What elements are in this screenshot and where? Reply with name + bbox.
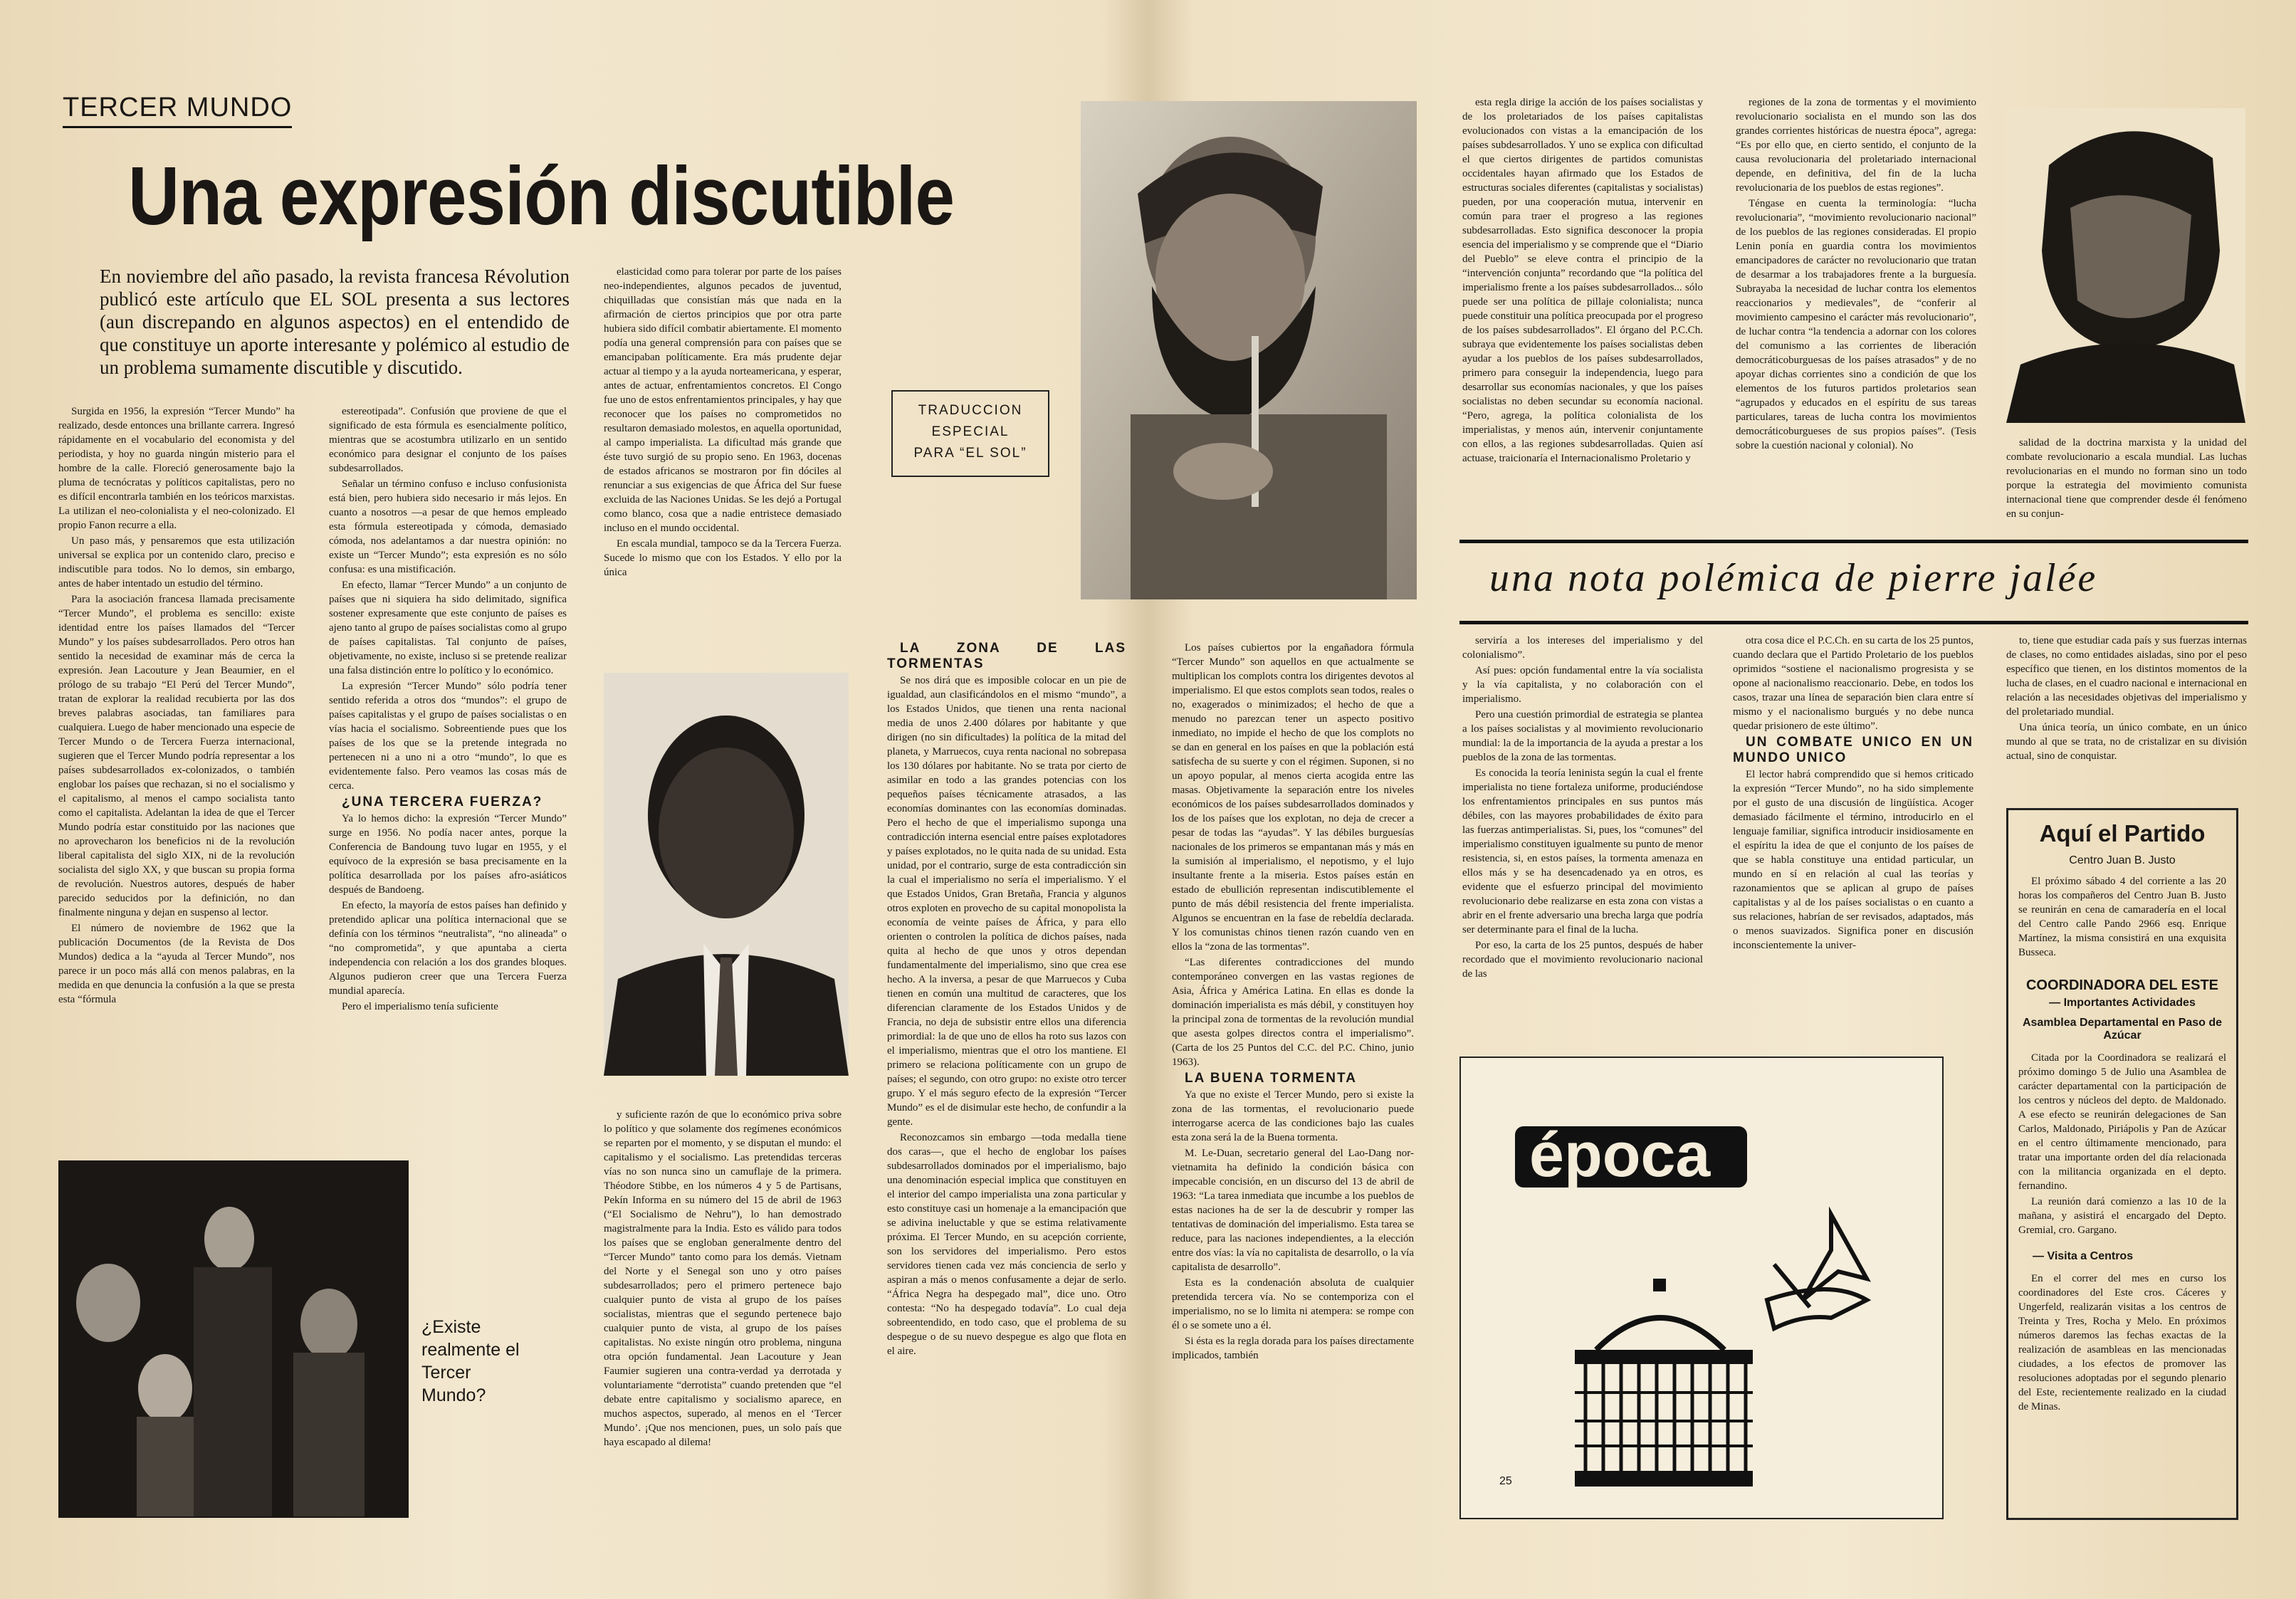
article-column-5 xyxy=(1172,641,1414,1531)
col2-p: En efecto, la mayoría de estos países han definido y pretendido aplicar una política internacional que se definía con los términos “neutralista”, “no alineada” o “no comprometida”, y que apuntaba a cierta independencia con relación a los dos grandes bloques. Algunos pudieron creer que una Tercera Fuerza mundial aparecía. xyxy=(329,900,567,997)
section-kicker: TERCER MUNDO xyxy=(63,93,292,128)
rule-bottom xyxy=(1459,621,2248,624)
photo-portrait-man xyxy=(604,673,849,1076)
col2-p: Señalar un término confuso e incluso confusionista está bien, pero hubiera sido necesario ir más lejos. En cuanto a nosotros —a pesar de que hemos empleado esta fórmula estereotipada y cómoda, demasiado cómoda, nos adelantamos a dar nuestra opinión: no existe un “Tercer Mundo”; esta expresión es no sólo confusa: es una mistificación. xyxy=(329,478,567,575)
intro-paragraph: En noviembre del año pasado, la revista francesa Révolution publicó este artículo que EL SOL presenta a sus lectores (aun discrepando en algunos aspectos) en el entendido de que constituye un aporte interesante y polémico al estudio de un problema sumamente discutible y discutido. xyxy=(100,266,570,378)
col8-p: to, tiene que estudiar cada país y sus fuerzas internas de clases, no como entidades aisladas, sino por el peso específico que tienen, en los distintos momentos de la lucha de clases, en el cuadro nacional e internacional en relación a las necesidades objetivas del imperialismo y del proletariado mundial. xyxy=(2006,635,2247,718)
col5-p: Los países cubiertos por la engañadora fórmula “Tercer Mundo” son aquellos en que actualmente se multiplican los complots contra los dirigentes devotos al imperialismo. El que estos complots sean todos, reales o no, exagerados o minimizados; el hecho de que a menudo no parezcan tener un aspecto positivo inmediato, no impide el hecho de que los complots no se dan en general en los países en que la población está satisfecha de su suerte y con el régimen. Suponen, si no un apoyo popular, al menos cierta acogida entre las masas. Objetivamente la separación entre los niveles económicos de los países subdesarrollados dominados y los de los países que los explotan, no deja de crecer a pesar de todas las “ayudas”. Y las débiles burguesías nacionales de los primeros se empantanan más y más en la sumisión al imperialismo, el nepotismo, y el lujo insultante frente a la miseria. Estos países están en estado de ebullición representan indiscutiblemente el punto de más débil resistencia del frente imperialista. Algunos se encuentran en la fase de rebeldía declarada. Y los comunistas chinos tienen razón cuando ven en ellos la “zona de las tormentas”. xyxy=(1172,642,1414,953)
group-photo-illustration xyxy=(58,1160,409,1518)
col1-p: Para la asociación francesa llamada precisamente “Tercer Mundo”, el problema es sencillo: existe identidad entre los países llamados del “Tercer Mundo” y los países subdesarrollados. Pero otros han sentido la necesidad de examinar más de cerca la expresión. Jean Lacouture y Jean Beaumier, en el prólogo de su trabajo “El Perú del Tercer Mundo”, tratan de explorar la realidad recubierta por las dos breves palabras asociadas, tan familiares para cualquiera. Luego de haber mencionado una especie de Tercer Mundo o de Tercera Fuerza internacional, sugieren que el Tercer Mundo podría representar a los países subdesarrollados ex-colonizados, o también englobar los países que rechazan, si no el socialismo y el capitalismo, al menos el campo socialista tanto como el capitalista. Adelantan la idea de que el Tercer Mundo podría estar constituido por las naciones que no aprovecharon los beneficios ni de la revolución liberal capitalista del siglo XIX, ni de la revolución socialista del siglo XX, y que buscan su propia forma de revolución. Nuestros autores, después de haber parecido seducidos por la definición, no dan finalmente ninguna y dejan en suspenso al lector. xyxy=(58,594,295,918)
col3-p: elasticidad como para tolerar por parte de los países neo-independientes, algunos pecados de juventud, chiquilladas que consistían más que nada en la afirmación de ciertos principios que por otra parte hubiera sido difícil combatir abiertamente. El momento podía una general comprensión para con países que se emancipaban políticamente. Era más prudente dejar actuar al tiempo y a la ayuda norteamericana, y esperar, antes de actuar, enfrentamientos concretos. El Congo fue uno de estos enfrentamientos principales, y hay que reconocer que los países no comprometidos no resultaron demasiado molestos, en aquella oportunidad, al campo imperialista. La dificultad más grande que éste tuvo surgió de su propio seno. En 1963, docenas de estados africanos se mostraron por fin dóciles al renunciar a sus exigencias de que África del Sur fuese excluida de las Naciones Unidas. Se les dejó a Portugal como blanco, cosa que a nadie entristece demasiado incluso en el mundo occidental. xyxy=(604,266,842,534)
article-column-2 xyxy=(329,404,567,1113)
portrait-illustration xyxy=(604,673,849,1076)
col6-p: Por eso, la carta de los 25 puntos, después de haber recordado que el movimiento revolucionario nacional de las xyxy=(1462,940,1703,980)
subhead-zona-tormentas: LA ZONA DE LAS TORMENTAS xyxy=(887,641,1126,671)
translation-line: TRADUCCION xyxy=(918,403,1023,418)
col1-p: Un paso más, y pensaremos que esta utilización universal se explica por un contenido claro, preciso e indiscutible para todos. No lo demos, sin embargo, antes de haber intentado un estudio del término. xyxy=(58,535,295,589)
centro-text-p: El próximo sábado 4 del corriente a las 20 horas los compañeros del Centro Juan B. Justo se reunirán en cena de camaradería en el local del Centro calle Pando 2966 esq. Enrique Martínez, la misma consistirá en una exquisita Busseca. xyxy=(2018,876,2226,958)
visita-heading: — Visita a Centros xyxy=(2033,1250,2134,1262)
col6-p: serviría a los intereses del imperialismo y del colonialismo”. xyxy=(1462,635,1703,661)
subhead-combate-unico: UN COMBATE UNICO EN UN MUNDO UNICO xyxy=(1733,735,1973,765)
asamblea-text xyxy=(2018,1051,2226,1239)
col4-p: Se nos dirá que es imposible colocar en un pie de igualdad, aun clasificándolos en el mismo “mundo”, a los Estados Unidos, que tienen una renta nacional media de unos 2.400 dólares por habitante y que dirigen (no sin dificultades) la política de la mitad del planeta, y Marruecos, cuya renta nacional no sobrepasa los 130 dólares por habitante. No se trata por cierto de asimilar en todo a las grandes potencias con los pequeños países técnicamente atrasados, a las economías dominantes con las economías dominadas. Pero el hecho de que el imperialismo suponga una contradicción interna esencial entre países explotadores y países explotados, no le quita nada de su unidad. Esta unidad, por el contrario, surge de esta contradicción sin la cual el imperialismo no sería el imperialismo. Y el que Estados Unidos, Gran Bretaña, Francia y algunos otros exploten en provecho de su capital monopolista la economía de veinte países de África, y para ello orienten o controlen la política de dichos países, nada quita al hecho de que unos y otros dependan fundamentalmente del imperialismo, sino que crea ese hecho. A la inversa, a pesar de que Marruecos y Cuba tienen en común una multitud de caracteres, que los diferencian claramente de los Estados Unidos y de Francia, no deja de subsistir entre ellos una diferencia primordial: la de que uno de ellos ha roto sus lazos con el imperialismo, mientras que el otro los mantiene. El primero se relaciona políticamente con un grupo de países; el segundo, con otro grupo: no existe otro tercer grupo. Y el más seguro efecto de la expresión “Tercer Mundo” es el de disimular este hecho, de confundir a la gente. xyxy=(887,675,1126,1128)
col7-p: regiones de la zona de tormentas y el movimiento revolucionario socialista en el mundo son las dos grandes corrientes históricas de nuestra época”, agrega: “Es por ello que, en cierto sentido, el conjunto de la causa revolucionaria del proletariado internacional depende, en definitiva, del fin de la lucha revolucionaria de los pueblos de estas regiones”. xyxy=(1736,97,1976,194)
rule-top xyxy=(1459,540,2248,543)
col3-p: En escala mundial, tampoco se da la Tercera Fuerza. Sucede lo mismo que con los Estados. Y ello por la única xyxy=(604,538,842,578)
col5-p: Si ésta es la regla dorada para los países directamente implicados, también xyxy=(1172,1336,1414,1361)
translation-line: PARA “EL SOL” xyxy=(913,446,1027,461)
asamblea-heading: Asamblea Departamental en Paso de Azúcar xyxy=(2022,1017,2223,1042)
polemic-title: una nota polémica de pierre jalée xyxy=(1489,556,2098,600)
col6-p: esta regla dirige la acción de los países socialistas y de los proletariados de los países capitalistas evolucionados con vistas a la emancipación de los países subdesarrollados. Y uno se explica con dificultad el que ciertos dirigentes de partidos comunistas occidentales hayan afirmado que los Estados de estructuras sociales diferentes (capitalistas y socialistas) pueden, por una cooperación mutua, intervenir en común para traer el progreso a las regiones subdesarrolladas. Esto significa desconocer la propia esencia del imperialismo y se comprende que el “Diario del Pueblo” se eleve contra el principio de la “intervención conjunta” recordando que “la política del imperialismo frente a los países subdesarrollados... sólo puede ser una política de pillaje colonialista; nunca puede constituir una política preocupada por el progreso de los países subdesarrollados”. El órgano del P.C.Ch. subraya que evidentemente los países socialistas deben ayudar a los pueblos de los países subdesarrollados, primero para conseguir la independencia, luego para desarrollar sus economías nacionales, y que los países socialistas no deben secundar su economía nacional. “Pero, agrega, la política colonialista de los imperialistas, y menos aún, intervenir conjuntamente con ellos, a las regiones subdesarrolladas. Quien así actuase, traicionaría el Internacionalismo Proletario y xyxy=(1462,97,1703,464)
article-column-7-bottom xyxy=(1733,634,1973,1089)
epoca-logo: época xyxy=(1529,1119,1711,1190)
article-column-1 xyxy=(58,404,295,1123)
coordinadora-heading: COORDINADORA DEL ESTE xyxy=(2025,977,2219,993)
col2-p: La expresión “Tercer Mundo” sólo podría tener sentido referida a otros dos “mundos”: el grupo de países capitalistas y el grupo de países socialistas o en vías hacia el socialismo. Sobreentiende pues que los países de los que se la pretende integrada no pertenecen ni a uno ni a otro “mundo”, lo que es evidentemente falso. Pero veamos las cosas más de cerca. xyxy=(329,681,567,792)
article-column-7-top xyxy=(1736,95,1976,531)
article-column-8-top xyxy=(2006,436,2247,533)
col2-p: Pero el imperialismo tenía suficiente xyxy=(342,1001,498,1012)
subhead-buena-tormenta: LA BUENA TORMENTA xyxy=(1185,1071,1357,1086)
asamblea-text-p: La reunión dará comienzo a las 10 de la mañana, y asistirá el encargado del Depto. Gremial, cro. Gargano. xyxy=(2018,1196,2226,1236)
article-column-4 xyxy=(887,641,1126,1531)
col8-p: Una única teoría, un único combate, en un único mundo al que se trata, no de cristalizar en su división actual, sino de conquistar. xyxy=(2006,722,2247,762)
translation-box xyxy=(891,390,1049,477)
col5-p: “Las diferentes contradicciones del mundo contemporáneo convergen en las vastas regiones de Asia, África y América Latina. En ellas es donde la dominación imperialista es más débil, y constituyen hoy la principal zona de tormentas de la revolución mundial que asesta golpes directos contra el imperialismo”. (Carta de los 25 Puntos del C.C. del P.C. Chino, junio 1963). xyxy=(1172,957,1414,1068)
aqui-el-partido-box xyxy=(2006,808,2238,1520)
col4-p: Reconozcamos sin embargo —toda medalla tiene dos caras—, que el hecho de englobar los países subdesarrollados dominados por el imperialismo, bajo una denominación especial implica que constituyen en el interior del campo imperialista una zona particular y esto constituye casi un homenaje a la emancipación que se adivina ineluctable y que se estima relativamente próxima. El Tercer Mundo, en su acepción corriente, son los servidores del imperialismo. Pero estos servidores tienen cada vez más conciencia de serlo y aspiran a más o menos confusamente a dejar de serlo. “África Negra ha despegado mal”, dice uno. Otro contesta: “No ha despegado todavía”. Lo cual deja sobreentendido, en todo caso, que el problema de su despegue o de su nuevo despegue es algo que flota en el aire. xyxy=(887,1132,1126,1357)
aqui-title: Aquí el Partido xyxy=(2039,820,2206,846)
col7-p: otra cosa dice el P.C.Ch. en su carta de los 25 puntos, cuando declara que el Partido Proletario de los pueblos oprimidos “sostiene el nacionalismo progresista y se opone al nacionalismo reaccionario. Debe, en todos los casos, trazar una línea de separación bien clara entre sí mismo y el nacionalismo burgués y no debe nunca quedar prisionero de este último”. xyxy=(1733,635,1973,732)
col5-p: Ya que no existe el Tercer Mundo, pero si existe la zona de las tormentas, el revolucionario puede interrogarse acerca de las condiciones bajo las cuales esta zona será la de la Buena tormenta. xyxy=(1172,1089,1414,1143)
col7-p: El lector habrá comprendido que si hemos criticado la expresión “Tercer Mundo”, no ha sido simplemente por el gusto de una discusión de lingüística. Acoger demasiado fácilmente el término, introducirlo en el lenguaje familiar, significa introducir insidiosamente en el espíritu la idea de que el conjunto de los países de que se habla constituye una entidad particular, un mundo en sí en relación al cual las teorías y razonamientos que se aplican al grupo de países capitalistas y al de los países socialistas o en cuanto a sus relaciones, habrían de ser revisados, adaptados, más o menos suavizados. Significa poner en discusión inconscientemente la univer- xyxy=(1733,769,1973,951)
article-column-8-bottom xyxy=(2006,634,2247,797)
col5-p: M. Le-Duan, secretario general del Lao-Dang nor-vietnamita ha definido la condición básica con impecable concisión, en un discurso del 13 de abril de 1963: “La tarea inmediata que incumbe a los pueblos de estas naciones ha de ser la de descubrir y romper las tentativas de dominación del imperialismo. Esta tarea se reduce, para las naciones independientes, a la elección entre dos vías: la vía no capitalista de desarrollo, o la vía capitalista de desarrollo”. xyxy=(1172,1148,1414,1273)
centro-text xyxy=(2018,874,2226,961)
col1-p: El número de noviembre de 1962 que la publicación Documentos (de la Revista de Dos Mundos) dedica a la “ayuda al Tercer Mundo”, nos parece ir un poco más allá con menos palabras, en la medida en que denuncia la confusión a la que se presta esta “fórmula xyxy=(58,923,295,1005)
col6-p: Pero una cuestión primordial de estrategia se plantea a los países socialistas y al movimiento revolucionario mundial: la de la importancia de la ayuda a prestar a los pueblos de la zona de las tormentas. xyxy=(1462,709,1703,763)
col6-p: Así pues: opción fundamental entre la vía socialista y la vía capitalista, y no colaboración con el imperialismo. xyxy=(1462,665,1703,705)
col6-p: Es conocida la teoría leninista según la cual el frente imperialista no tiene fortaleza uniforme, produciéndose los enfrentamientos principales en sus puntos más débiles, con las mayores probabilidades de éxito para las fuerzas antimperialistas. Si, pues, los “comunes” del imperialismo constituyen igualmente su punto de menor resistencia, si, en estos países, la tormenta amenaza en ellos más y se ha desencadenado ya en otros, es evidente que el esfuerzo principal del movimiento revolucionario debe realizarse en esta zona con vistas a abrir en el frente adversario una brecha larga que podría ser determinante para el final de la lucha. xyxy=(1462,767,1703,935)
epoca-advertisement xyxy=(1459,1057,1944,1519)
photo-caption-question: ¿Existe realmente el Tercer Mundo? xyxy=(421,1317,520,1405)
col8-p: salidad de la doctrina marxista y la unidad del combate revolucionario a escala mundial. Las luchas revolucionarias en el mundo no forman sino un todo porque la estrategia del movimiento comunista internacional tiene que comprender desde él fenómeno en su conjun- xyxy=(2006,437,2247,520)
bird-cage-illustration xyxy=(1532,1193,1917,1492)
visita-text-p: En el correr del mes en curso los coordinadores del Este cros. Cáceres y Ungerfeld, realizarán visitas a los centros de Treinta y Tres, Rocha y Melo. En próximos números daremos las fechas exactas de la realización de asambleas en las mencionadas ciudades, a los efectos de promover las resoluciones adoptadas por el segundo plenario del Este, recientemente realizado en la ciudad de Minas. xyxy=(2018,1273,2226,1412)
important-activities: — Importantes Actividades xyxy=(2049,997,2196,1009)
subhead-tercera-fuerza: ¿UNA TERCERA FUERZA? xyxy=(342,795,543,809)
portrait-illustration xyxy=(1081,101,1417,599)
col7-p: Téngase en cuenta la terminología: “lucha revolucionaria”, “movimiento revolucionario nacional” de los pueblos de las regiones consideradas. El propio Lenin ponía en guardia contra los movimientos emancipadores de carácter no revolucionario que tratan de desarmar a los trabajadores frente a la burguesía. Subrayaba la necesidad de luchar contra los elementos reaccionarios y medievales”, de “conferir al movimiento campesino el carácter más revolucionario”, de luchar contra “la tendencia a adornar con los colores del comunismo a las corrientes de liberación democráticoburguesas de los países atrasados” y de no apoyar dichas corrientes sino a condición de que los elementos de los futuros partidos proletarios sean “agrupados y educados en el espíritu de sus tareas particulares, tareas de lucha contra los movimientos democráticoburgueses de sus propios países”. (Tesis sobre la cuestión nacional y colonial). No xyxy=(1736,198,1976,451)
photo-portrait-mao xyxy=(2006,108,2245,423)
asamblea-text-p: Citada por la Coordinadora se realizará el próximo domingo 5 de Julio una Asamblea de carácter departamental con la participación de los centros y núcleos del depto. de Maldonado. A ese efecto se reunirán delegaciones de San Carlos, Maldonado, Piriápolis y Pan de Azúcar en el centro últimamente mencionado, para tratar una importante orden del día relacionada con la militancia organizada en el depto. fernandino. xyxy=(2018,1052,2226,1192)
photo-group-musicians xyxy=(58,1160,409,1518)
col3-p: y suficiente razón de que lo económico priva sobre lo político y que solamente dos regímenes económicos se reparten por el momento, y se disputan el mundo: el capitalismo y el socialismo. Las pretendidas terceras vías no son nunca sino un camuflaje de la primera. Théodore Stibbe, en los números 4 y 5 de Partisans, Pekín Informa en su número del 15 de abril de 1963 (“El Socialismo de Nehru”), lo han demostrado magistralmente para la India. Esto es válido para todos los países que se engloban generalmente dentro del “Tercer Mundo” tanto como para los demás. Vietnam del Norte y el Senegal son uno y otro países subdesarrollados; pero el primero pertenece bajo cualquier punto de vista al grupo de los países socialistas, mientras que el segundo pertenece bajo cualquier punto de vista, al grupo de los países capitalistas. No existe ningún otro problema, ninguna otra opción fundamental. Jean Lacouture y Jean Faumier sugieren una contra-verdad ya derrotada y voluntariamente “derrotista” cuando pretenden que “el debate entre capitalismo y socialismo aparece, en muchos aspectos, superado, al menos en el ‘Tercer Mundo’. ¡Que nos mencionen, pues, un solo país que haya escapado al dilema! xyxy=(604,1109,842,1448)
col5-p: Esta es la condenación absoluta de cualquier pretendida tercera vía. No se contemporiza con el imperialismo, no se lo limita ni atempera: se rompe con él o se somete uno a él. xyxy=(1172,1277,1414,1331)
col2-p: En efecto, llamar “Tercer Mundo” a un conjunto de países que ni siquiera ha sido delimitado, significa sostener expresamente que este conjunto de países es ajeno tanto al grupo de países socialistas como al grupo de países capitalistas. Tal conjunto de países, objetivamente, no existe, incluso si se pretende realizar una falsa distinción entre lo político y lo económico. xyxy=(329,580,567,676)
article-column-3-top xyxy=(604,265,842,635)
headline: Una expresión discutible xyxy=(128,150,955,242)
epoca-mark: 25 xyxy=(1499,1475,1512,1487)
portrait-illustration xyxy=(2006,108,2245,423)
article-column-6-top xyxy=(1462,95,1703,531)
article-column-3-bottom xyxy=(604,1108,842,1528)
photo-bearded-man xyxy=(1081,101,1417,599)
col2-p: estereotipada”. Confusión que proviene de que el significado de esta fórmula es esencialmente político, mientras que se acostumbra utilizarlo en un sentido económico para designar el conjunto de los países subdesarrollados. xyxy=(329,406,567,474)
col2-p: Ya lo hemos dicho: la expresión “Tercer Mundo” surge en 1956. No podía nacer antes, porque la Conferencia de Bandoung tuvo lugar en 1955, y el equívoco de la expresión se basa precisamente en la política desarrollada por los países afro-asiáticos después de Bandoeng. xyxy=(329,813,567,896)
visita-text xyxy=(2018,1272,2226,1415)
centro-heading: Centro Juan B. Justo xyxy=(2069,854,2176,866)
translation-line: ESPECIAL xyxy=(931,424,1010,439)
col1-p: Surgida en 1956, la expresión “Tercer Mundo” ha realizado, desde entonces una brillante carrera. Ingresó rápidamente en el vocabulario del economista y del periodista, y hoy no guarda ningún misterio para el hombre de la calle. Floreció generosamente bajo la pluma de tecnócratas y políticos capitalistas, pero no es difícil encontrarla también en los teóricos marxistas. La utilizan el neo-colonialista y el neo-colonizado. El propio Fanon recurre a ella. xyxy=(58,406,295,531)
article-column-6-bottom xyxy=(1462,634,1703,1032)
